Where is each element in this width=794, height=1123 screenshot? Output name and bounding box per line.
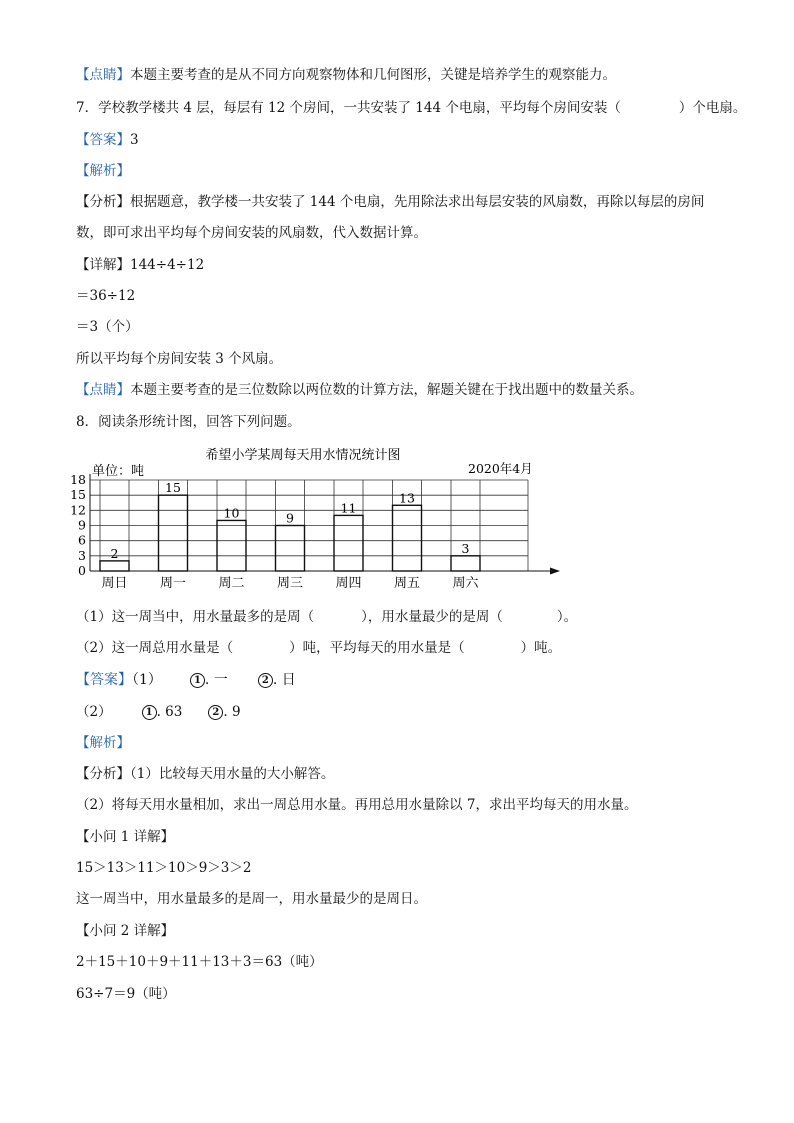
y-tick-label: 18 — [70, 472, 86, 487]
q8-sub1 — [76, 608, 577, 626]
x-tick-label: 周一 — [159, 576, 187, 591]
q8-question: 8．阅读条形统计图，回答下列问题。 — [76, 414, 301, 430]
q7-answer-line — [76, 131, 139, 149]
bar — [159, 495, 188, 571]
fenxi-text: （1）比较每天用水量的大小解答。 — [130, 766, 335, 782]
x-tick-label: 周二 — [218, 576, 245, 591]
detail-tag: 【详解】 — [76, 257, 130, 273]
bar — [451, 556, 480, 571]
bar — [217, 520, 246, 571]
q8-analysis-tag: 【解析】 — [76, 735, 130, 751]
q8-small1-conclusion: 这一周当中，用水量最多的是周一，用水量最少的是周日。 — [76, 891, 427, 907]
top-note-line — [76, 66, 616, 84]
answer-tag: 【答案】 — [76, 132, 130, 148]
fenxi-tag: 【分析】 — [76, 766, 130, 782]
x-tick-label: 周日 — [101, 576, 128, 591]
q8-fenxi-2: （2）将每天用水量相加，求出一周总用水量。再用总用水量除以 7，求出平均每天的用水量。 — [76, 797, 638, 813]
answer-tag: 【答案】 — [76, 672, 132, 688]
bar — [393, 505, 422, 571]
circled-number: 1 — [190, 673, 205, 688]
q8-small2-calc2: 63÷7＝9（吨） — [76, 986, 176, 1002]
q8-small2-tag: 【小问 2 详解】 — [76, 923, 175, 939]
y-tick-label: 6 — [78, 532, 86, 548]
sub2-mid: ）吨，平均每天的用水量是（ — [289, 640, 465, 656]
y-tick-label: 3 — [78, 547, 86, 563]
y-tick-label: 12 — [70, 502, 86, 518]
bar-value-label: 10 — [223, 505, 240, 521]
chart-grid — [90, 480, 528, 571]
y-tick-label: 0 — [78, 563, 86, 578]
chart-title: 希望小学某周每天用水情况统计图 — [205, 448, 401, 463]
bar-value-label: 11 — [340, 500, 357, 516]
q7-fenxi-line2: 数，即可求出平均每个房间安装的风扇数，代入数据计算。 — [76, 225, 427, 241]
bar-value-label: 15 — [165, 480, 181, 496]
q7-question-end: ）个电扇。 — [678, 100, 747, 116]
q8-small1-calc: 15＞13＞11＞10＞9＞3＞2 — [76, 860, 252, 876]
bar-value-label: 3 — [461, 540, 470, 556]
bar — [100, 561, 129, 571]
circled-number: 1 — [142, 705, 157, 720]
x-tick-label: 周三 — [276, 576, 304, 591]
q7-detail-2: ＝36÷12 — [76, 288, 136, 304]
q8-sub2 — [76, 639, 561, 657]
sub1-end: ）。 — [556, 609, 578, 625]
sub1-mid: ），用水量最少的是周（ — [361, 609, 503, 625]
bar-chart — [70, 440, 570, 591]
q8-fenxi-1 — [76, 765, 334, 783]
answer-label: （1） — [132, 672, 162, 688]
answer-value: . 9 — [223, 704, 241, 720]
chart-date: 2020年4月 — [468, 461, 533, 476]
x-tick-label: 周五 — [393, 576, 421, 591]
chart-axes — [70, 472, 560, 591]
answer-value: . 日 — [272, 672, 296, 688]
note-text: 本题主要考查的是从不同方向观察物体和几何图形，关键是培养学生的观察能力。 — [130, 67, 616, 83]
x-tick-label: 周六 — [452, 576, 479, 591]
bar — [334, 515, 363, 571]
bar-value-label: 13 — [399, 490, 415, 506]
answer-value: . 63 — [156, 704, 183, 720]
q7-analysis-tag: 【解析】 — [76, 163, 130, 179]
q7-fenxi-line1 — [76, 193, 704, 211]
bar-value-label: 9 — [286, 510, 294, 526]
q7-answer: 3 — [130, 132, 139, 148]
q7-detail-line — [76, 256, 204, 274]
bar-value-label: 2 — [110, 545, 119, 561]
fenxi-tag: 【分析】 — [76, 194, 130, 210]
note-text: 本题主要考查的是三位数除以两位数的计算方法，解题关键在于找出题中的数量关系。 — [130, 382, 643, 398]
bar — [276, 526, 305, 572]
q7-conclusion: 所以平均每个房间安装 3 个风扇。 — [76, 351, 283, 367]
sub2-end: ）吨。 — [520, 640, 562, 656]
answer-label: （2） — [76, 704, 112, 720]
fenxi-text: 根据题意，教学楼一共安装了 144 个电扇，先用除法求出每层安装的风扇数，再除以每层的房间 — [130, 194, 705, 210]
x-axis-arrow — [550, 568, 560, 575]
chart-unit: 单位：吨 — [92, 464, 145, 479]
sub2-text: （2）这一周总用水量是（ — [76, 640, 234, 656]
q7-detail-3: ＝3（个） — [76, 319, 139, 335]
note-tag: 【点睛】 — [76, 67, 130, 83]
q8-small1-tag: 【小问 1 详解】 — [76, 829, 175, 845]
q7-question-text: 7．学校教学楼共 4 层，每层有 12 个房间，一共安装了 144 个电扇，平均每个房间安装（ — [76, 100, 621, 116]
q7-question — [76, 99, 746, 117]
y-tick-label: 9 — [78, 517, 86, 533]
q8-answer-1 — [76, 671, 296, 689]
q7-note-line — [76, 381, 643, 399]
sub1-text: （1）这一周当中，用水量最多的是周（ — [76, 609, 315, 625]
circled-number: 2 — [258, 673, 273, 688]
answer-value: . 一 — [204, 672, 228, 688]
detail-calc: 144÷4÷12 — [130, 257, 205, 273]
q8-small2-calc1: 2＋15＋10＋9＋11＋13＋3＝63（吨） — [76, 954, 323, 970]
y-tick-label: 15 — [70, 487, 86, 503]
x-tick-label: 周四 — [335, 576, 362, 591]
note-tag: 【点睛】 — [76, 382, 130, 398]
circled-number: 2 — [208, 705, 223, 720]
q8-answer-2 — [76, 703, 241, 721]
